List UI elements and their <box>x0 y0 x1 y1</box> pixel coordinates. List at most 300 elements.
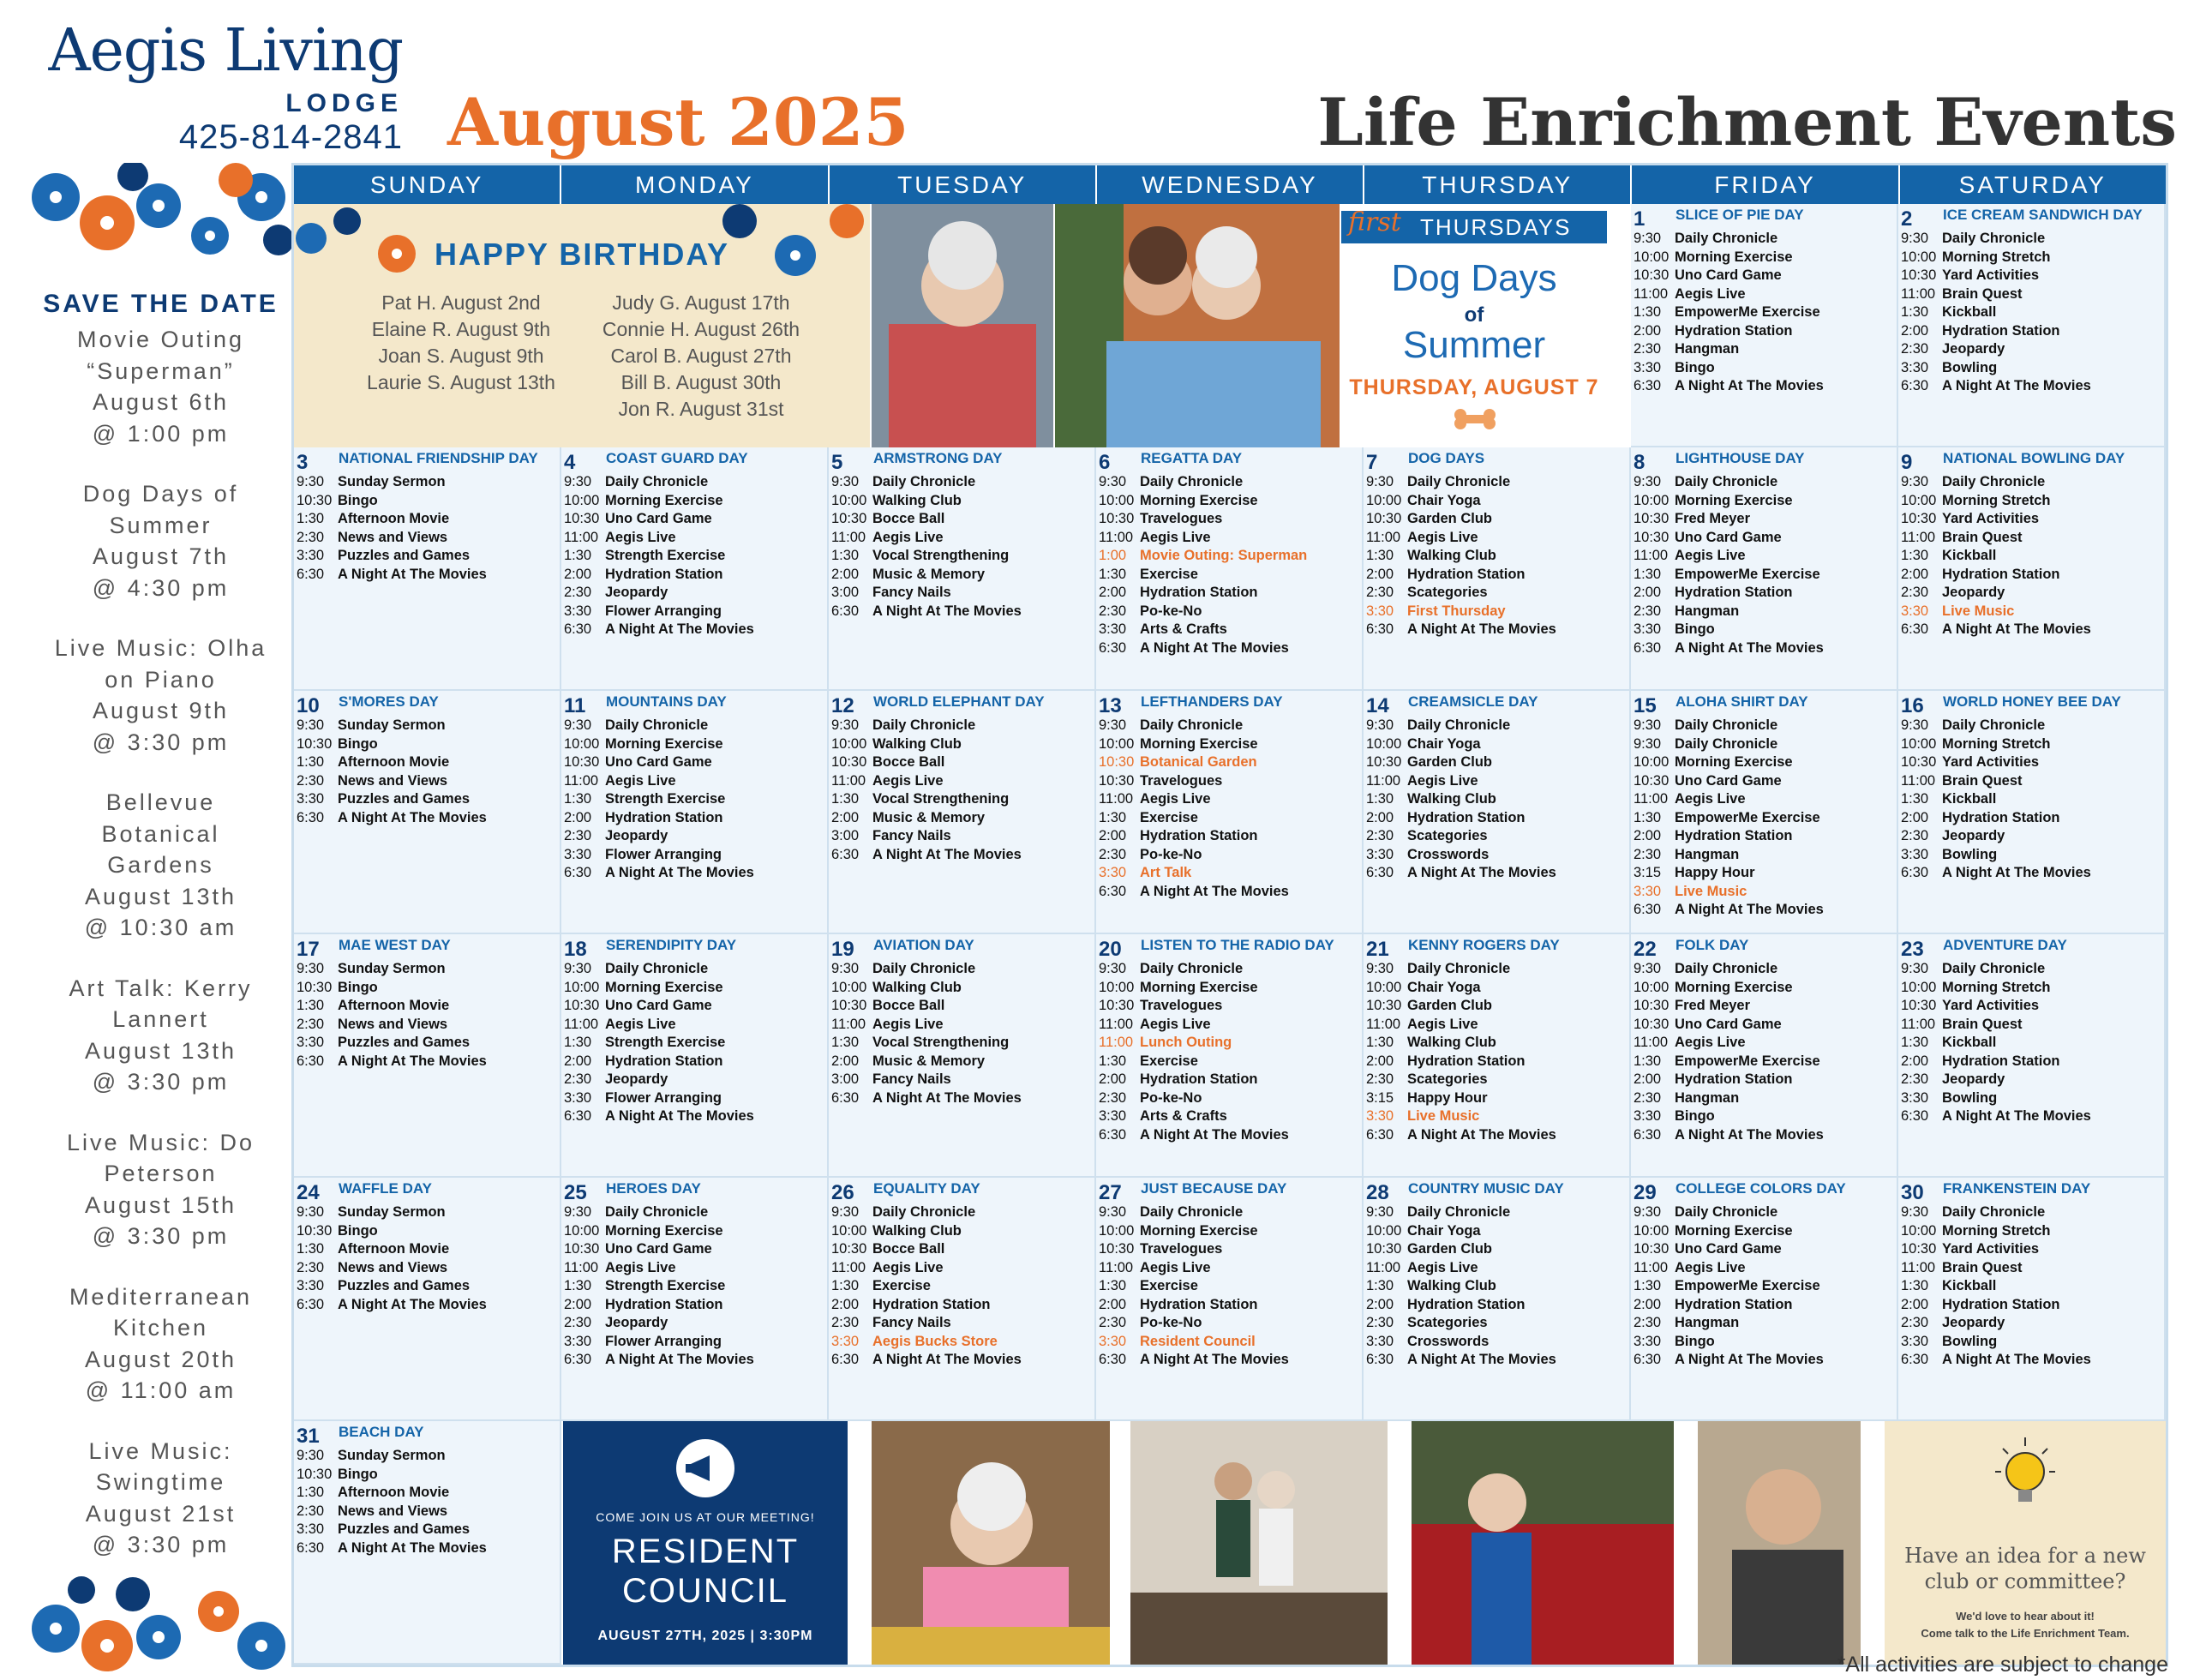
day-cell <box>1364 934 1631 1178</box>
event-time: 2:00 <box>1634 1296 1662 1312</box>
event-item <box>1634 1053 1895 1071</box>
event-name: Daily Chronicle <box>1942 231 2046 246</box>
event-item <box>564 621 825 639</box>
event-time: 6:30 <box>1901 378 1929 393</box>
event-time: 11:00 <box>1901 1016 1936 1032</box>
event-time: 2:00 <box>1366 566 1394 582</box>
event-item <box>1634 979 1895 998</box>
event-time: 3:30 <box>564 846 592 862</box>
resident-photo-image <box>1412 1421 1674 1665</box>
event-name: Sunday Sermon <box>338 717 446 733</box>
day-cell <box>1364 1178 1631 1421</box>
event-name: Jeopardy <box>1942 828 2005 843</box>
event-item <box>1366 473 1628 492</box>
event-list <box>297 473 558 584</box>
event-time: 6:30 <box>1901 621 1929 637</box>
event-name: Walking Club <box>872 735 962 752</box>
event-time: 6:30 <box>1366 865 1394 880</box>
event-name: A Night At The Movies <box>1407 621 1556 637</box>
save-date-item: Live Music: Do Peterson August 15th @ 3:30 pm <box>66 1129 255 1249</box>
event-item <box>831 827 1093 846</box>
event-name: Hydration Station <box>1140 1071 1258 1087</box>
event-time: 2:00 <box>831 809 860 825</box>
event-item <box>1901 1034 2162 1053</box>
event-name: Live Music <box>1675 883 1747 899</box>
event-item <box>1901 1314 2162 1333</box>
event-name: Music & Memory <box>872 566 986 582</box>
event-time: 2:30 <box>297 529 325 545</box>
day-number: 29 <box>1634 1181 1657 1204</box>
event-name: Brain Quest <box>1942 772 2023 789</box>
event-time: 2:30 <box>1099 846 1127 862</box>
event-time: 2:30 <box>1634 341 1662 357</box>
event-time: 10:00 <box>564 1222 600 1239</box>
day-number: 13 <box>1099 694 1122 717</box>
event-name: Aegis Live <box>605 772 676 789</box>
event-item <box>1901 827 2162 846</box>
day-cell <box>1096 447 1364 691</box>
event-name: Po-ke-No <box>1140 1089 1202 1106</box>
event-time: 9:30 <box>1099 1204 1127 1220</box>
event-time: 6:30 <box>1634 1126 1662 1143</box>
event-name: Hydration Station <box>605 566 723 582</box>
event-name: Aegis Live <box>605 1016 676 1032</box>
event-item <box>831 1314 1093 1333</box>
event-list <box>297 960 558 1071</box>
event-name: Exercise <box>1140 566 1198 582</box>
day-theme: NATIONAL FRIENDSHIP DAY <box>339 450 538 466</box>
event-name: A Night At The Movies <box>1675 639 1824 656</box>
event-time: 2:30 <box>1366 1315 1394 1330</box>
event-item <box>1099 1240 1360 1259</box>
event-name: Aegis Live <box>1407 529 1478 545</box>
event-name: A Night At The Movies <box>1675 1126 1824 1143</box>
save-date-item: Movie Outing “Superman” August 6th @ 1:00 pm <box>76 327 245 447</box>
event-name: Fancy Nails <box>872 1071 951 1087</box>
event-time: 10:00 <box>1901 249 1937 265</box>
event-item <box>1634 960 1895 979</box>
event-item <box>1901 547 2162 566</box>
event-item <box>831 584 1093 603</box>
event-item <box>1366 1071 1628 1089</box>
event-time: 3:30 <box>1634 1108 1662 1124</box>
event-list <box>1366 717 1628 883</box>
event-name: Fancy Nails <box>872 1315 951 1330</box>
event-time: 1:30 <box>1634 809 1662 825</box>
event-item <box>1099 1034 1360 1053</box>
day-theme: MOUNTAINS DAY <box>606 693 727 710</box>
event-item <box>564 1071 825 1089</box>
event-name: Hangman <box>1675 603 1740 619</box>
event-time: 1:30 <box>1901 1278 1929 1293</box>
event-item <box>1366 1277 1628 1296</box>
event-item <box>1634 1296 1895 1315</box>
event-name: Aegis Live <box>1407 1016 1478 1032</box>
event-name: Uno Card Game <box>605 754 712 770</box>
event-item <box>564 1222 825 1241</box>
event-item <box>1634 827 1895 846</box>
event-list <box>1366 473 1628 639</box>
event-name: Afternoon Movie <box>338 1241 450 1257</box>
event-name: Walking Club <box>872 979 962 995</box>
day-number: 11 <box>564 694 586 717</box>
event-time: 11:00 <box>564 529 599 545</box>
event-name: Bocce Ball <box>872 1241 945 1257</box>
day-number: 20 <box>1099 938 1122 961</box>
event-name: Aegis Live <box>605 1259 676 1275</box>
event-time: 9:30 <box>1901 474 1929 489</box>
event-time: 10:30 <box>1366 1241 1402 1257</box>
event-name: Morning Stretch <box>1942 249 2051 265</box>
event-name: Kickball <box>1942 791 1997 807</box>
event-item <box>1901 1222 2162 1241</box>
event-time: 10:30 <box>1099 772 1135 789</box>
day-number: 28 <box>1366 1181 1389 1204</box>
event-time: 9:30 <box>831 961 860 976</box>
event-item <box>1366 979 1628 998</box>
event-time: 11:00 <box>1634 285 1669 302</box>
event-time: 2:00 <box>1366 1053 1394 1069</box>
event-name: Hydration Station <box>1407 809 1526 825</box>
event-item <box>297 473 558 492</box>
resident-photo <box>872 204 1053 447</box>
page-title: Life Enrichment Events <box>1317 84 2177 160</box>
event-item <box>564 566 825 585</box>
event-name: Happy Hour <box>1407 1089 1488 1106</box>
event-time: 1:30 <box>1634 1278 1662 1293</box>
event-name: Uno Card Game <box>605 998 712 1013</box>
event-item <box>1366 584 1628 603</box>
event-item <box>297 1521 558 1539</box>
event-name: Uno Card Game <box>1675 529 1782 545</box>
day-number: 27 <box>1099 1181 1122 1204</box>
event-item <box>1901 603 2162 621</box>
event-time: 9:30 <box>1099 961 1127 976</box>
event-name: Po-ke-No <box>1140 1315 1202 1330</box>
event-name: Daily Chronicle <box>1675 961 1778 976</box>
idea-question: Have an idea for a new club or committee? <box>1904 1544 2146 1593</box>
resident-photo <box>1412 1421 1674 1665</box>
event-name: Flower Arranging <box>605 1089 722 1106</box>
event-name: Brain Quest <box>1942 285 2023 302</box>
event-item <box>831 1259 1093 1278</box>
event-item <box>1366 547 1628 566</box>
event-time: 1:30 <box>831 791 860 807</box>
event-name: Hydration Station <box>1942 1296 2060 1312</box>
event-name: Bowling <box>1942 359 1998 375</box>
event-item <box>1901 267 2162 285</box>
event-time: 10:30 <box>1634 772 1669 789</box>
event-name: Walking Club <box>872 1222 962 1239</box>
day-number: 3 <box>297 451 309 474</box>
event-name: Uno Card Game <box>605 511 712 526</box>
event-time: 10:00 <box>1901 1222 1937 1239</box>
event-item <box>1901 809 2162 828</box>
day-number: 1 <box>1634 207 1646 231</box>
day-theme: LEFTHANDERS DAY <box>1141 693 1283 710</box>
event-item <box>1099 1126 1360 1145</box>
event-time: 10:30 <box>831 1241 867 1257</box>
event-item <box>1901 359 2162 378</box>
event-name: Flower Arranging <box>605 846 722 862</box>
event-item <box>1634 267 1895 285</box>
event-item <box>1634 1277 1895 1296</box>
event-item <box>1901 303 2162 322</box>
event-time: 6:30 <box>564 1352 592 1367</box>
event-time: 9:30 <box>1634 474 1662 489</box>
event-name: Crosswords <box>1407 1333 1490 1349</box>
event-time: 1:30 <box>297 1241 325 1257</box>
event-name: A Night At The Movies <box>1140 1126 1289 1143</box>
event-item <box>1366 621 1628 639</box>
event-name: A Night At The Movies <box>872 1089 1022 1106</box>
event-item <box>1099 1296 1360 1315</box>
event-time: 2:30 <box>831 1315 860 1330</box>
event-item <box>564 1089 825 1108</box>
flyer-headline: of <box>1464 303 1484 327</box>
save-date-item: Live Music: Swingtime August 21st @ 3:30 pm <box>85 1437 237 1557</box>
idea-note: Come talk to the Life Enrichment Team. <box>1921 1627 2130 1640</box>
event-name: Puzzles and Games <box>338 1278 471 1293</box>
event-item <box>1099 492 1360 511</box>
aegis-logo <box>48 17 411 156</box>
event-time: 9:30 <box>1901 231 1929 246</box>
event-time: 10:30 <box>1901 1241 1937 1257</box>
event-time: 2:00 <box>1366 809 1394 825</box>
event-item <box>831 997 1093 1016</box>
event-time: 2:30 <box>1634 846 1662 862</box>
event-item <box>1099 1314 1360 1333</box>
event-time: 6:30 <box>1901 865 1929 880</box>
event-time: 9:30 <box>1634 231 1662 246</box>
day-theme: WORLD ELEPHANT DAY <box>873 693 1045 710</box>
event-name: Brain Quest <box>1942 1016 2023 1032</box>
event-time: 9:30 <box>297 474 325 489</box>
event-item <box>1366 529 1628 548</box>
event-time: 1:30 <box>1099 809 1127 825</box>
event-item <box>297 1447 558 1466</box>
event-time: 2:00 <box>831 566 860 582</box>
day-theme: AVIATION DAY <box>873 937 974 953</box>
event-item <box>831 846 1093 865</box>
event-name: EmpowerMe Exercise <box>1675 566 1820 582</box>
event-name: Hydration Station <box>605 809 723 825</box>
event-name: A Night At The Movies <box>605 621 754 637</box>
event-time: 1:30 <box>1366 548 1394 563</box>
event-time: 1:30 <box>831 1278 860 1293</box>
event-item <box>1099 772 1360 791</box>
event-name: Daily Chronicle <box>1942 717 2046 733</box>
event-time: 9:30 <box>1099 717 1127 733</box>
event-name: Hydration Station <box>1942 809 2060 825</box>
event-item <box>831 772 1093 791</box>
event-item <box>1634 529 1895 548</box>
event-item <box>297 547 558 566</box>
event-item <box>297 492 558 511</box>
event-name: Sunday Sermon <box>338 474 446 489</box>
event-time: 2:30 <box>564 1071 592 1087</box>
event-time: 1:30 <box>564 1035 592 1050</box>
event-item <box>1099 639 1360 658</box>
event-item <box>564 547 825 566</box>
event-time: 10:30 <box>564 511 600 526</box>
event-time: 3:30 <box>1099 621 1127 637</box>
event-item <box>1634 566 1895 585</box>
event-name: First Thursday <box>1407 603 1506 619</box>
event-name: Afternoon Movie <box>338 754 450 770</box>
event-name: Aegis Bucks Store <box>872 1333 998 1349</box>
event-time: 10:30 <box>1901 754 1937 770</box>
event-time: 10:30 <box>831 754 867 770</box>
event-time: 1:30 <box>1901 1035 1929 1050</box>
day-number: 7 <box>1366 451 1378 474</box>
event-time: 9:30 <box>1901 1204 1929 1220</box>
event-time: 3:30 <box>1366 846 1394 862</box>
event-name: Morning Exercise <box>605 1222 723 1239</box>
event-name: Art Talk <box>1140 865 1192 880</box>
event-item <box>1901 1016 2162 1035</box>
event-time: 6:30 <box>297 809 325 825</box>
event-item <box>564 735 825 754</box>
event-name: A Night At The Movies <box>605 1352 754 1367</box>
event-item <box>564 492 825 511</box>
event-time: 10:30 <box>1634 1016 1669 1032</box>
idea-flyer <box>1885 1421 2166 1665</box>
event-name: Live Music <box>1407 1108 1480 1124</box>
event-name: News and Views <box>338 1259 448 1275</box>
event-item <box>1634 639 1895 658</box>
event-time: 2:00 <box>1901 1296 1929 1312</box>
event-name: Morning Exercise <box>1675 1222 1793 1239</box>
event-name: A Night At The Movies <box>1675 378 1824 393</box>
event-item <box>1901 1351 2162 1370</box>
page-header <box>0 0 2194 163</box>
event-name: News and Views <box>338 529 448 545</box>
resident-photo <box>1055 204 1340 447</box>
event-time: 2:00 <box>1366 1296 1394 1312</box>
event-time: 6:30 <box>1901 1352 1929 1367</box>
phone-number: 425-814-2841 <box>178 118 403 156</box>
event-item <box>564 790 825 809</box>
event-name: Garden Club <box>1407 511 1493 526</box>
event-item <box>564 864 825 883</box>
event-time: 10:30 <box>297 492 333 508</box>
event-name: Exercise <box>1140 1053 1198 1069</box>
day-cell <box>1096 934 1364 1178</box>
event-item <box>1901 1089 2162 1108</box>
event-time: 9:30 <box>1366 717 1394 733</box>
event-name: Hydration Station <box>1942 1053 2060 1069</box>
event-item <box>297 997 558 1016</box>
event-time: 1:30 <box>564 791 592 807</box>
event-item <box>1099 979 1360 998</box>
footnote: *All activities are subject to change <box>1837 1653 2168 1677</box>
event-name: A Night At The Movies <box>605 865 754 880</box>
event-item <box>1901 790 2162 809</box>
day-theme: MAE WEST DAY <box>339 937 451 953</box>
event-name: Brain Quest <box>1942 529 2023 545</box>
event-time: 10:00 <box>1901 492 1937 508</box>
event-item <box>1366 735 1628 754</box>
day-theme: ALOHA SHIRT DAY <box>1675 693 1808 710</box>
event-item <box>1634 621 1895 639</box>
event-time: 10:30 <box>297 735 333 752</box>
event-item <box>564 1203 825 1222</box>
event-time: 10:30 <box>831 998 867 1013</box>
event-name: EmpowerMe Exercise <box>1675 1053 1820 1069</box>
event-name: Hangman <box>1675 846 1740 862</box>
event-time: 10:30 <box>297 1466 333 1482</box>
event-time: 10:00 <box>1366 735 1402 752</box>
birthday-entry: Bill B. August 30th <box>620 371 782 393</box>
event-name: Yard Activities <box>1942 511 2040 526</box>
event-time: 9:30 <box>1901 961 1929 976</box>
event-time: 3:15 <box>1634 865 1662 880</box>
event-time: 2:30 <box>297 1259 325 1275</box>
event-name: Morning Exercise <box>605 735 723 752</box>
event-time: 1:30 <box>831 1035 860 1050</box>
event-time: 11:00 <box>1099 1259 1134 1275</box>
event-name: Brain Quest <box>1942 1259 2023 1275</box>
event-list <box>297 1203 558 1314</box>
save-date-item: Live Music: Olha on Piano August 9th @ 3:30 pm <box>54 635 267 755</box>
event-name: Morning Stretch <box>1942 492 2051 508</box>
event-time: 6:30 <box>1099 883 1127 899</box>
event-item <box>1634 846 1895 865</box>
event-item <box>564 1107 825 1126</box>
event-time: 9:30 <box>1634 735 1662 752</box>
event-item <box>297 772 558 791</box>
event-list <box>1099 473 1360 657</box>
resident-photo-image <box>872 204 1053 447</box>
event-time: 9:30 <box>564 961 592 976</box>
event-name: Chair Yoga <box>1407 1222 1481 1239</box>
event-list <box>831 1203 1093 1370</box>
event-item <box>1366 772 1628 791</box>
event-name: A Night At The Movies <box>338 1539 487 1556</box>
event-name: Uno Card Game <box>1675 1241 1782 1257</box>
weekday-header: WEDNESDAY <box>1097 165 1364 204</box>
event-list <box>564 960 825 1126</box>
day-theme: WAFFLE DAY <box>339 1180 432 1197</box>
event-item <box>1366 1016 1628 1035</box>
event-time: 6:30 <box>1901 1108 1929 1124</box>
day-cell <box>1364 447 1631 691</box>
event-item <box>1099 1203 1360 1222</box>
event-name: Yard Activities <box>1942 267 2040 283</box>
event-time: 10:30 <box>1366 754 1402 770</box>
event-name: Morning Exercise <box>1675 979 1793 995</box>
event-time: 2:30 <box>1634 603 1662 619</box>
event-time: 9:30 <box>297 961 325 976</box>
event-time: 1:30 <box>1099 566 1127 582</box>
megaphone-icon <box>675 1438 735 1498</box>
event-time: 2:30 <box>297 772 325 789</box>
event-item <box>1901 1071 2162 1089</box>
event-time: 2:30 <box>1099 1089 1127 1106</box>
day-number: 2 <box>1901 207 1913 231</box>
event-item <box>297 1203 558 1222</box>
event-time: 11:00 <box>1099 1035 1134 1050</box>
event-name: Fancy Nails <box>872 585 951 600</box>
event-item <box>831 1203 1093 1222</box>
event-list <box>297 1447 558 1557</box>
event-time: 11:00 <box>564 772 599 789</box>
event-time: 6:30 <box>1366 1126 1394 1143</box>
day-theme: ARMSTRONG DAY <box>873 450 1003 466</box>
event-time: 1:30 <box>1366 1035 1394 1050</box>
event-name: Morning Exercise <box>1140 1222 1258 1239</box>
